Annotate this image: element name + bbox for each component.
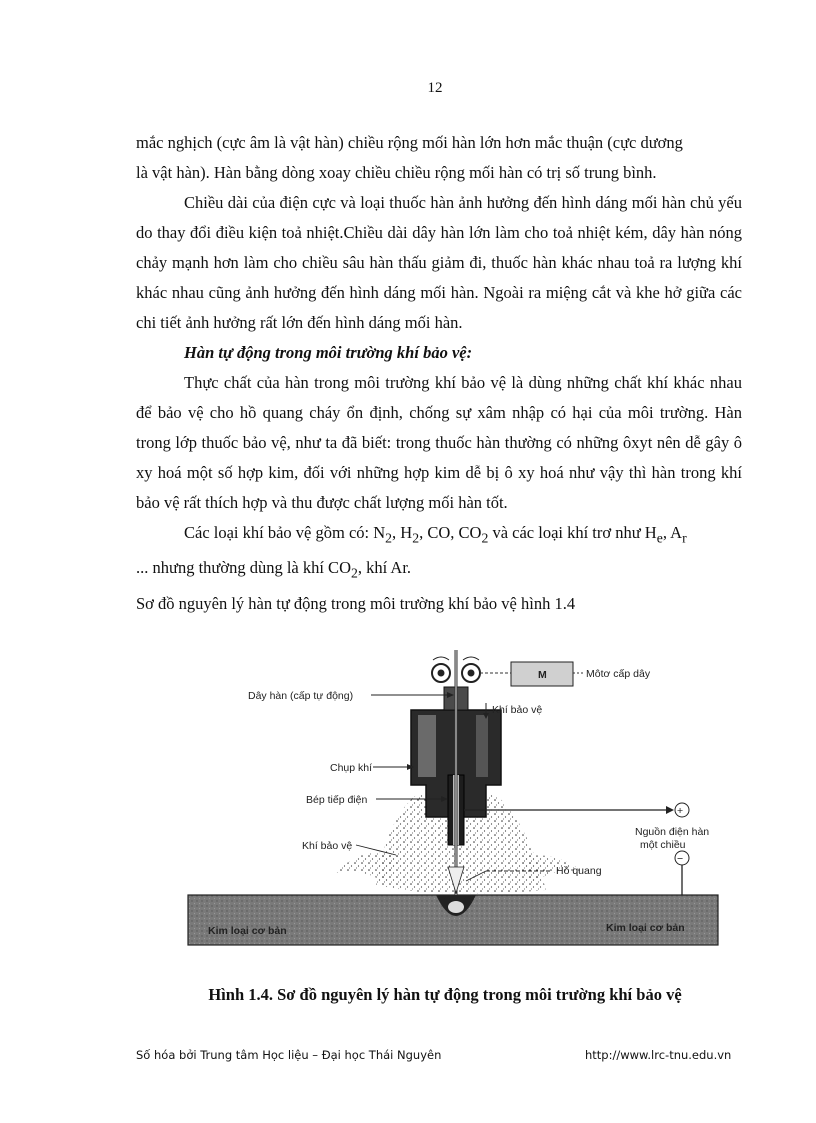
label-gas-cup: Chụp khí	[330, 762, 373, 774]
label-shield-gas-top: Khí bảo vệ	[492, 704, 543, 716]
label-contact-tip: Bép tiếp điện	[306, 794, 368, 806]
paragraph-4-continued: ... nhưng thường dùng là khí $CO_2$, khí Ar.	[136, 558, 412, 581]
paragraph-5: Sơ đồ nguyên lý hàn tự động trong môi trường khí bảo vệ hình 1.4	[136, 593, 576, 613]
label-base-left: Kim loại cơ bản	[208, 925, 287, 937]
label-power-1: Nguồn điện hàn	[635, 826, 710, 838]
plus-sign: +	[677, 805, 684, 817]
paragraph-4: Các loại khí bảo vệ gồm có: $N_2$, $H_2$, CO, $CO_2$ và các loại khí trơ như $H_e$, $A_r$	[184, 523, 687, 546]
minus-sign: −	[677, 853, 684, 865]
motor-box-label: M	[538, 669, 547, 681]
paragraph-3: Thực chất của hàn trong môi trường khí bảo vệ là dùng những chất khí khác nhau để bảo vệ cho hồ quang cháy ổn định, chống sự xâm nhập có hại của môi trường. Hàn trong lớp thuốc bảo vệ, như ta đã biết: trong thuốc hàn thường có những ôxyt nên dễ gây ô xy hoá một số hợp kim, đối với những hợp kim dễ bị ô xy hoá như vậy thì hàn trong khí bảo vệ rất thích hợp và thu được chất lượng mối hàn tốt.	[136, 373, 742, 512]
section-heading: Hàn tự động trong môi trường khí bảo vệ:	[184, 343, 473, 362]
welding-diagram	[186, 645, 726, 950]
paragraph-1-line-2: là vật hàn). Hàn bằng dòng xoay chiều chiều rộng mối hàn có trị số trung bình.	[136, 163, 657, 182]
label-shield-gas-side: Khí bảo vệ	[302, 840, 353, 852]
body-text	[136, 128, 742, 619]
footer-source: Số hóa bởi Trung tâm Học liệu – Đại học Thái Nguyên	[136, 1048, 442, 1062]
label-motor: Môtơ cấp dây	[586, 668, 651, 680]
label-base-right: Kim loại cơ bản	[606, 922, 685, 934]
paragraph-1-line-1: mắc nghịch (cực âm là vật hàn) chiều rộng mối hàn lớn hơn mắc thuận (cực dương	[136, 133, 683, 152]
label-arc: Hồ quang	[556, 865, 602, 877]
label-wire: Dây hàn (cấp tự động)	[248, 690, 354, 702]
paragraph-2: Chiều dài của điện cực và loại thuốc hàn ảnh hưởng đến hình dáng mối hàn chủ yếu do thay đổi điều kiện toả nhiệt.Chiều dài dây hàn lớn làm cho toả nhiệt kém, dây hàn nóng chảy mạnh hơn làm cho chiều sâu hàn thấu giảm đi, thuốc hàn khác nhau toả ra lượng khí khác nhau cũng ảnh hưởng đến hình dáng mối hàn. Ngoài ra miệng cắt và khe hở giữa các chi tiết ảnh hưởng rất lớn đến hình dáng mối hàn.	[136, 193, 742, 332]
page-number: 12	[427, 80, 443, 96]
label-power-2: một chiều	[640, 839, 686, 851]
footer-url[interactable]: http://www.lrc-tnu.edu.vn	[585, 1048, 732, 1062]
figure-caption: Hình 1.4. Sơ đồ nguyên lý hàn tự động trong môi trường khí bảo vệ	[208, 985, 682, 1004]
